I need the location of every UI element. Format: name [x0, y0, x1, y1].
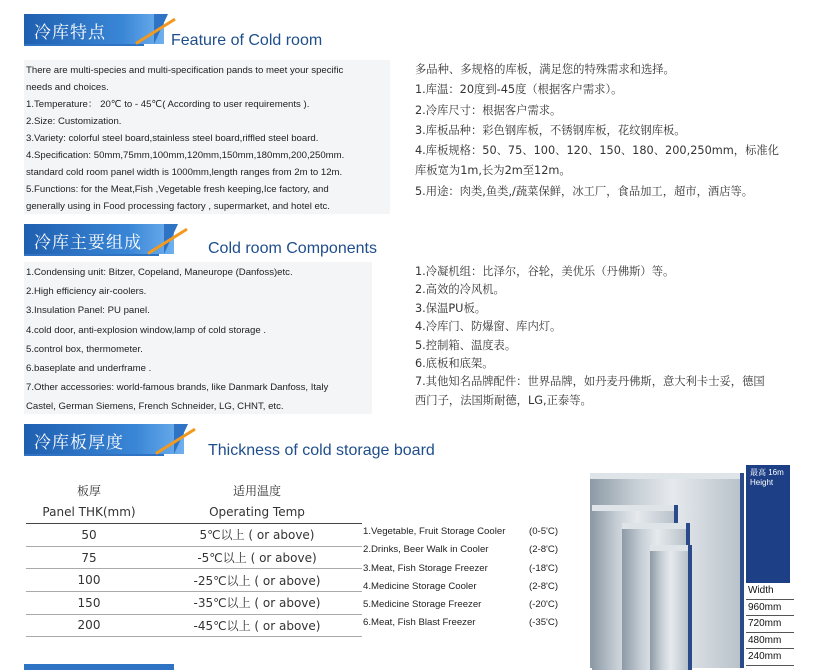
table-row	[26, 524, 362, 547]
width-value: 480mm	[746, 633, 794, 650]
features-en-text	[26, 62, 344, 215]
application-temp: (0-5'C)	[529, 526, 559, 537]
header-cell: 板厚	[76, 484, 101, 499]
text-line: 西门子，法国斯耐德，LG,正泰等。	[415, 393, 592, 407]
features-cn-text	[415, 60, 779, 202]
application-temp: (-18'C)	[529, 562, 559, 574]
table-cell: 50	[26, 524, 152, 547]
text-line: 5.Functions: for the Meat,Fish ,Vegetable fresh keeping,Ice factory, and	[26, 184, 329, 195]
text-line: 4.冷库门、防爆窗、库内灯。	[415, 320, 562, 334]
next-section-band	[24, 664, 174, 670]
application-temp: (-35'C)	[529, 617, 559, 629]
text-line: 3.保温PU板。	[415, 301, 487, 315]
list-item	[363, 578, 573, 596]
application-name: 4.Medicine Storage Cooler	[363, 580, 477, 592]
table-cell: 100	[26, 569, 152, 592]
text-line: 3.库板品种：彩色钢库板，不锈钢库板，花纹钢库板。	[415, 123, 686, 137]
text-line: 2.Size: Customization.	[26, 116, 122, 127]
width-list	[746, 583, 794, 666]
section-header-components	[24, 224, 404, 257]
text-line: 4.cold door, anti-explosion window,lamp of cold storage .	[26, 324, 266, 336]
text-line: generally using in Food processing factory , supermarket, and hotel etc.	[26, 201, 330, 212]
header-rule	[24, 454, 164, 456]
application-temp: (2-8'C)	[529, 580, 559, 592]
table-cell: 5℃以上 ( or above)	[152, 524, 362, 547]
text-line: 4.库板规格：50、75、100、120、150、180、200,250mm，标准化	[415, 144, 779, 158]
table-cell: -25℃以上 ( or above)	[152, 569, 362, 592]
text-line: 5.control box, thermometer.	[26, 343, 143, 355]
application-name: 1.Vegetable, Fruit Storage Cooler	[363, 526, 506, 537]
section-title-en: Feature of Cold room	[171, 32, 323, 49]
list-item	[363, 614, 573, 632]
components-cn-text	[415, 263, 765, 410]
table-header-en	[26, 502, 362, 524]
table-cell: 200	[26, 614, 152, 637]
height-label-cn: 最高 16m	[750, 468, 784, 477]
text-line: 2.高效的冷风机。	[415, 283, 505, 297]
table-cell: -45℃以上 ( or above)	[152, 614, 362, 637]
list-item	[363, 541, 573, 559]
text-line: 3.Variety: colorful steel board,stainless steel board,riffled steel board.	[26, 133, 319, 144]
panel-image	[650, 545, 692, 670]
application-temp: (2-8'C)	[529, 544, 559, 556]
application-name: 5.Medicine Storage Freezer	[363, 599, 482, 611]
table-row	[26, 614, 362, 637]
text-line: 6.底板和底架。	[415, 357, 494, 371]
text-line: Castel, German Siemens, French Schneider, LG, CHNT, etc.	[26, 401, 284, 413]
panel-size-illustration	[582, 465, 792, 670]
text-line: standard cold room panel width is 1000mm,length ranges from 2m to 12m.	[26, 167, 343, 178]
application-temp: (-20'C)	[529, 599, 559, 611]
list-item	[363, 523, 573, 541]
text-line: 多品种、多规格的库板，满足您的特殊需求和选择。	[415, 63, 675, 76]
text-line: 6.baseplate and underframe .	[26, 363, 152, 375]
width-value: 240mm	[746, 649, 794, 666]
text-line: 3.Insulation Panel: PU panel.	[26, 305, 150, 317]
text-line: 2.High efficiency air-coolers.	[26, 286, 147, 298]
section-title-cn: 冷库板厚度	[34, 433, 124, 453]
table-cell: 75	[26, 546, 152, 569]
text-line: 1.Condensing unit: Bitzer, Copeland, Maneurope (Danfoss)etc.	[26, 267, 293, 278]
text-line: 5.控制箱、温度表。	[415, 338, 517, 352]
text-line: 4.Specification: 50mm,75mm,100mm,120mm,150mm,180mm,200,250mm.	[26, 150, 345, 161]
section-title-en: Cold room Components	[208, 240, 377, 257]
section-title-cn: 冷库主要组成	[34, 233, 142, 253]
width-value: 960mm	[746, 600, 794, 617]
section-header-thickness	[24, 424, 464, 459]
header-cell: Operating Temp	[152, 502, 362, 524]
text-line: There are multi-species and multi-specification pands to meet your specific	[26, 65, 344, 76]
list-item	[363, 560, 573, 578]
application-name: 2.Drinks, Beer Walk in Cooler	[363, 544, 489, 556]
text-line: 5.用途：肉类,鱼类,/蔬菜保鲜，冰工厂，食品加工，超市，酒店等。	[415, 184, 754, 198]
thickness-table	[26, 480, 362, 637]
table-row	[26, 591, 362, 614]
section-title-cn: 冷库特点	[34, 23, 106, 43]
application-name: 6.Meat, Fish Blast Freezer	[363, 617, 476, 629]
text-line: 7.Other accessories: world-famous brands, like Danmark Danfoss, Italy	[26, 382, 329, 394]
text-line: 2.冷库尺寸：根据客户需求。	[415, 103, 562, 117]
width-label: Width	[746, 583, 794, 600]
table-cell: -5℃以上 ( or above)	[152, 546, 362, 569]
height-label-en: Height	[750, 478, 774, 487]
table-header-cn	[26, 480, 362, 502]
application-list	[363, 523, 573, 633]
width-value: 720mm	[746, 616, 794, 633]
text-line: 1.库温：20度到-45度（根据客户需求）。	[415, 83, 623, 97]
text-line: needs and choices.	[26, 82, 109, 93]
header-rule	[24, 44, 144, 46]
section-header-features	[24, 14, 354, 49]
text-line: 1.冷凝机组：比泽尔，谷轮，美优乐（丹佛斯）等。	[415, 265, 675, 278]
table-row	[26, 569, 362, 592]
table-cell: 150	[26, 591, 152, 614]
header-cell: 适用温度	[232, 484, 281, 499]
text-line: 7.其他知名品牌配件：世界品牌，如丹麦丹佛斯，意大利卡士妥，德国	[415, 375, 765, 389]
application-name: 3.Meat, Fish Storage Freezer	[363, 562, 488, 574]
table-cell: -35℃以上 ( or above)	[152, 591, 362, 614]
table-row	[26, 546, 362, 569]
header-cell: Panel THK(mm)	[26, 502, 152, 524]
components-en-text	[26, 263, 328, 417]
section-title-en: Thickness of cold storage board	[208, 442, 435, 459]
list-item	[363, 596, 573, 614]
text-line: 1.Temperature： 20℃ to - 45℃( According to user requirements ).	[26, 99, 310, 110]
header-rule	[24, 254, 159, 256]
text-line: 库板宽为1m,长为2m至12m。	[415, 164, 571, 178]
